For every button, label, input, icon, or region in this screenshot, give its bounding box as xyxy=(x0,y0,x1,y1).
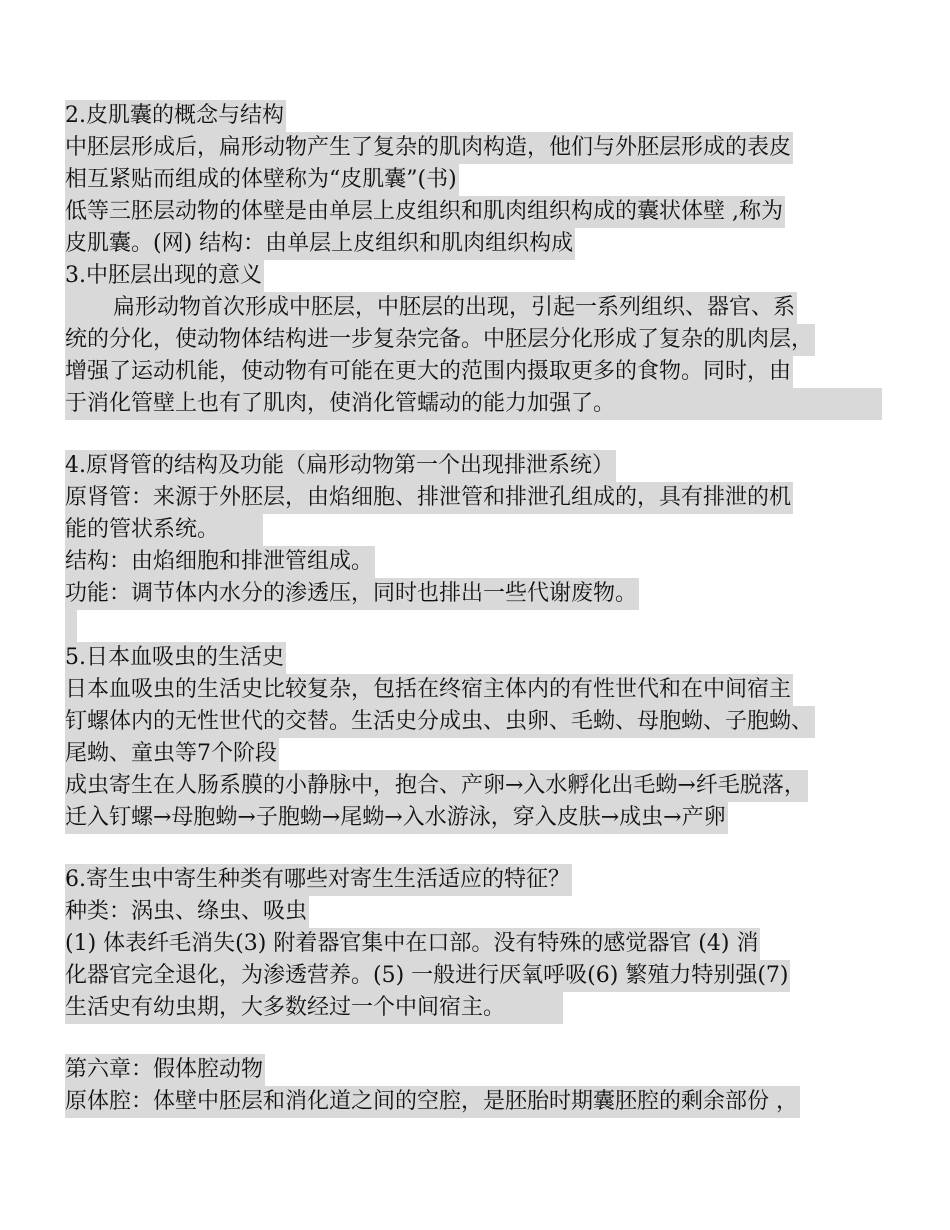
section-2-line-2: 相互紧贴而组成的体壁称为“皮肌囊”(书) xyxy=(65,164,895,196)
section-4-title: 4.原肾管的结构及功能（扁形动物第一个出现排泄系统） xyxy=(65,450,895,482)
section-6-line-4: 生活史有幼虫期，大多数经过一个中间宿主。 xyxy=(65,992,895,1024)
section-6-title: 6.寄生虫中寄生种类有哪些对寄生生活适应的特征？ xyxy=(65,864,895,896)
document-page xyxy=(65,100,895,1118)
section-4-line-2: 能的管状系统。 xyxy=(65,514,895,546)
section-5-line-1: 日本血吸虫的生活史比较复杂，包括在终宿主体内的有性世代和在中间宿主 xyxy=(65,674,895,706)
spacer xyxy=(65,834,895,864)
section-2-title: 2.皮肌囊的概念与结构 xyxy=(65,100,895,132)
section-4-line-1: 原肾管：来源于外胚层，由焰细胞、排泄管和排泄孔组成的，具有排泄的机 xyxy=(65,482,895,514)
spacer xyxy=(65,420,895,450)
section-3-line-3: 增强了运动机能，使动物有可能在更大的范围内摄取更多的食物。同时，由 xyxy=(65,356,895,388)
spacer xyxy=(65,1024,895,1054)
section-3-line-1: 扁形动物首次形成中胚层，中胚层的出现，引起一系列组织、器官、系 xyxy=(65,292,895,324)
section-4-line-3: 结构：由焰细胞和排泄管组成。 xyxy=(65,546,895,578)
section-5-line-4: 成虫寄生在人肠系膜的小静脉中，抱合、产卵→入水孵化出毛蚴→纤毛脱落， xyxy=(65,770,895,802)
section-5-title: 5.日本血吸虫的生活史 xyxy=(65,642,895,674)
section-6-line-1: 种类：涡虫、绦虫、吸虫 xyxy=(65,896,895,928)
section-6-line-2: (1) 体表纤毛消失(3) 附着器官集中在口部。没有特殊的感觉器官 (4) 消 xyxy=(65,928,895,960)
section-5-line-2: 钉螺体内的无性世代的交替。生活史分成虫、虫卵、毛蚴、母胞蚴、子胞蚴、 xyxy=(65,706,895,738)
section-2-line-3: 低等三胚层动物的体壁是由单层上皮组织和肌肉组织构成的囊状体壁 ,称为 xyxy=(65,196,895,228)
section-5-line-5: 迁入钉螺→母胞蚴→子胞蚴→尾蚴→入水游泳，穿入皮肤→成虫→产卵 xyxy=(65,802,895,834)
empty-highlight-line xyxy=(65,610,895,642)
chapter-6-title: 第六章：假体腔动物 xyxy=(65,1054,895,1086)
section-5-line-3: 尾蚴、童虫等7个阶段 xyxy=(65,738,895,770)
section-3-line-2: 统的分化，使动物体结构进一步复杂完备。中胚层分化形成了复杂的肌肉层， xyxy=(65,324,895,356)
section-6-line-3: 化器官完全退化，为渗透营养。(5) 一般进行厌氧呼吸(6) 繁殖力特别强(7) xyxy=(65,960,895,992)
section-2-line-1: 中胚层形成后，扁形动物产生了复杂的肌肉构造，他们与外胚层形成的表皮 xyxy=(65,132,895,164)
section-3-title: 3.中胚层出现的意义 xyxy=(65,260,895,292)
chapter-6-line-1: 原体腔：体壁中胚层和消化道之间的空腔，是胚胎时期囊胚腔的剩余部份 ， xyxy=(65,1086,895,1118)
section-3-line-4: 于消化管壁上也有了肌肉，使消化管蠕动的能力加强了。 xyxy=(65,388,895,420)
section-2-line-4: 皮肌囊。(网) 结构：由单层上皮组织和肌肉组织构成 xyxy=(65,228,895,260)
section-4-line-4: 功能：调节体内水分的渗透压，同时也排出一些代谢废物。 xyxy=(65,578,895,610)
